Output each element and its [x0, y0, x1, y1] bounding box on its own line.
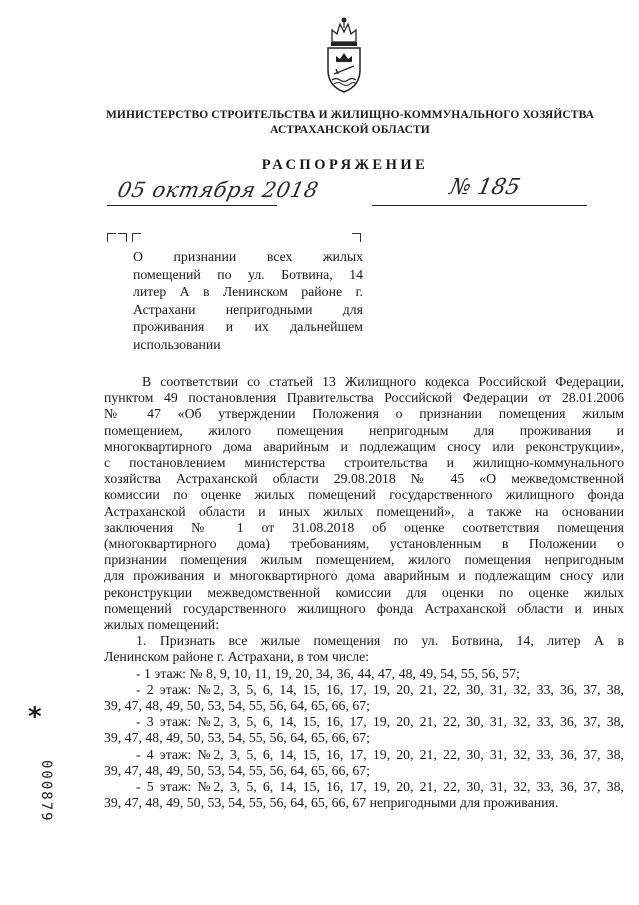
body-line: реконструкции межведомственной комиссии для оценки по оценке жилых: [104, 584, 624, 600]
floor-list-line: - 2 этаж: №2, 3, 5, 6, 14, 15, 16, 17, 19, 20, 21, 22, 30, 31, 32, 33, 36, 37, 38,: [136, 681, 624, 697]
ministry-name-line1: МИНИСТЕРСТВО СТРОИТЕЛЬСТВА И ЖИЛИЩНО-КОММУНАЛЬНОГО ХОЗЯЙСТВА: [105, 109, 595, 121]
ministry-name-line2: АСТРАХАНСКОЙ ОБЛАСТИ: [270, 124, 430, 136]
body-line: № 47 «Об утверждении Положения о признании помещения жилым: [104, 406, 624, 422]
subject-corner-mark: [352, 233, 361, 242]
body-line: помещением, жилого помещения непригодным для проживания и: [104, 422, 624, 438]
floor-list-line: - 5 этаж: №2, 3, 5, 6, 14, 15, 16, 17, 19, 20, 21, 22, 30, 31, 32, 33, 36, 37, 38,: [136, 779, 624, 795]
subject-corner-mark: [118, 233, 127, 242]
floor-list-line: - 1 этаж: № 8, 9, 10, 11, 19, 20, 34, 36, 44, 47, 48, 49, 54, 55, 56, 57;: [136, 665, 520, 681]
date-underline: [107, 205, 277, 206]
floor-list-line: 39, 47, 48, 49, 50, 53, 54, 55, 56, 64, 65, 66, 67 непригодными для проживания.: [104, 795, 559, 811]
body-line: пунктом 49 постановления Правительства Российской Федерации от 28.01.2006: [104, 390, 624, 406]
subject-line: проживания и их дальнейшем: [133, 319, 363, 335]
body-text: [104, 374, 624, 811]
body-line: с постановлением министерства строительства и жилищно-коммунального: [104, 455, 624, 471]
body-line: многоквартирного дома аварийным и подлежащим сносу или реконструкции»,: [104, 438, 624, 454]
astrakhan-coat-of-arms-icon: [322, 12, 366, 94]
subject-line: Астрахани непригодными для: [133, 301, 363, 317]
handwritten-number: № 185: [447, 175, 523, 200]
floor-list-line: 39, 47, 48, 49, 50, 53, 54, 55, 56, 64, 65, 66, 67;: [104, 730, 370, 746]
body-line: В соответствии со статьей 13 Жилищного кодекса Российской Федерации,: [142, 374, 624, 389]
subject-line: использовании: [133, 336, 221, 352]
body-line: Астраханской области и иных жилых помещений», а также на основании: [104, 503, 624, 519]
body-line: комиссии по оценке жилых помещений государственного жилищного фонда: [104, 487, 624, 503]
floor-list-line: 39, 47, 48, 49, 50, 53, 54, 55, 56, 64, 65, 66, 67;: [104, 762, 370, 778]
number-underline: [372, 205, 587, 206]
subject-block: [133, 248, 363, 354]
subject-corner-mark: [107, 233, 116, 242]
margin-serial-number: 000879: [38, 760, 54, 823]
subject-line: О признании всех жилых: [133, 249, 363, 264]
body-line: жилых помещений:: [104, 617, 220, 633]
body-line: 1. Признать все жилые помещения по ул. Ботвина, 14, литер А в: [136, 633, 624, 649]
floor-list-line: 39, 47, 48, 49, 50, 53, 54, 55, 56, 64, 65, 66, 67;: [104, 698, 370, 714]
body-line: помещений государственного жилищного фонда Астраханской области и иных: [104, 600, 624, 616]
body-line: хозяйства Астраханской области 29.08.2018 № 45 «О межведомственной: [104, 471, 624, 487]
body-line: Ленинском районе г. Астрахани, в том числе:: [104, 649, 370, 665]
subject-line: литер А в Ленинском районе г.: [133, 284, 363, 300]
handwritten-date: 05 октября 2018: [115, 178, 321, 202]
document-type-title: РАСПОРЯЖЕНИЕ: [261, 157, 429, 173]
body-line: заключения № 1 от 31.08.2018 об оценке соответствия помещения: [104, 519, 624, 535]
body-line: для проживания и многоквартирного дома аварийным и подлежащим сносу или: [104, 568, 624, 584]
body-line: (многоквартирного дома) требованиям, установленным в Положении о: [104, 536, 624, 552]
floor-list-line: - 4 этаж: №2, 3, 5, 6, 14, 15, 16, 17, 19, 20, 21, 22, 30, 31, 32, 33, 36, 37, 38,: [136, 746, 624, 762]
body-line: признании помещения жилым помещением, жилого помещения непригодным: [104, 552, 624, 568]
margin-star-mark: *: [28, 702, 42, 732]
floor-list-line: - 3 этаж: №2, 3, 5, 6, 14, 15, 16, 17, 19, 20, 21, 22, 30, 31, 32, 33, 36, 37, 38,: [136, 714, 624, 730]
subject-corner-mark: [132, 233, 141, 242]
subject-line: помещений по ул. Ботвина, 14: [133, 266, 363, 282]
